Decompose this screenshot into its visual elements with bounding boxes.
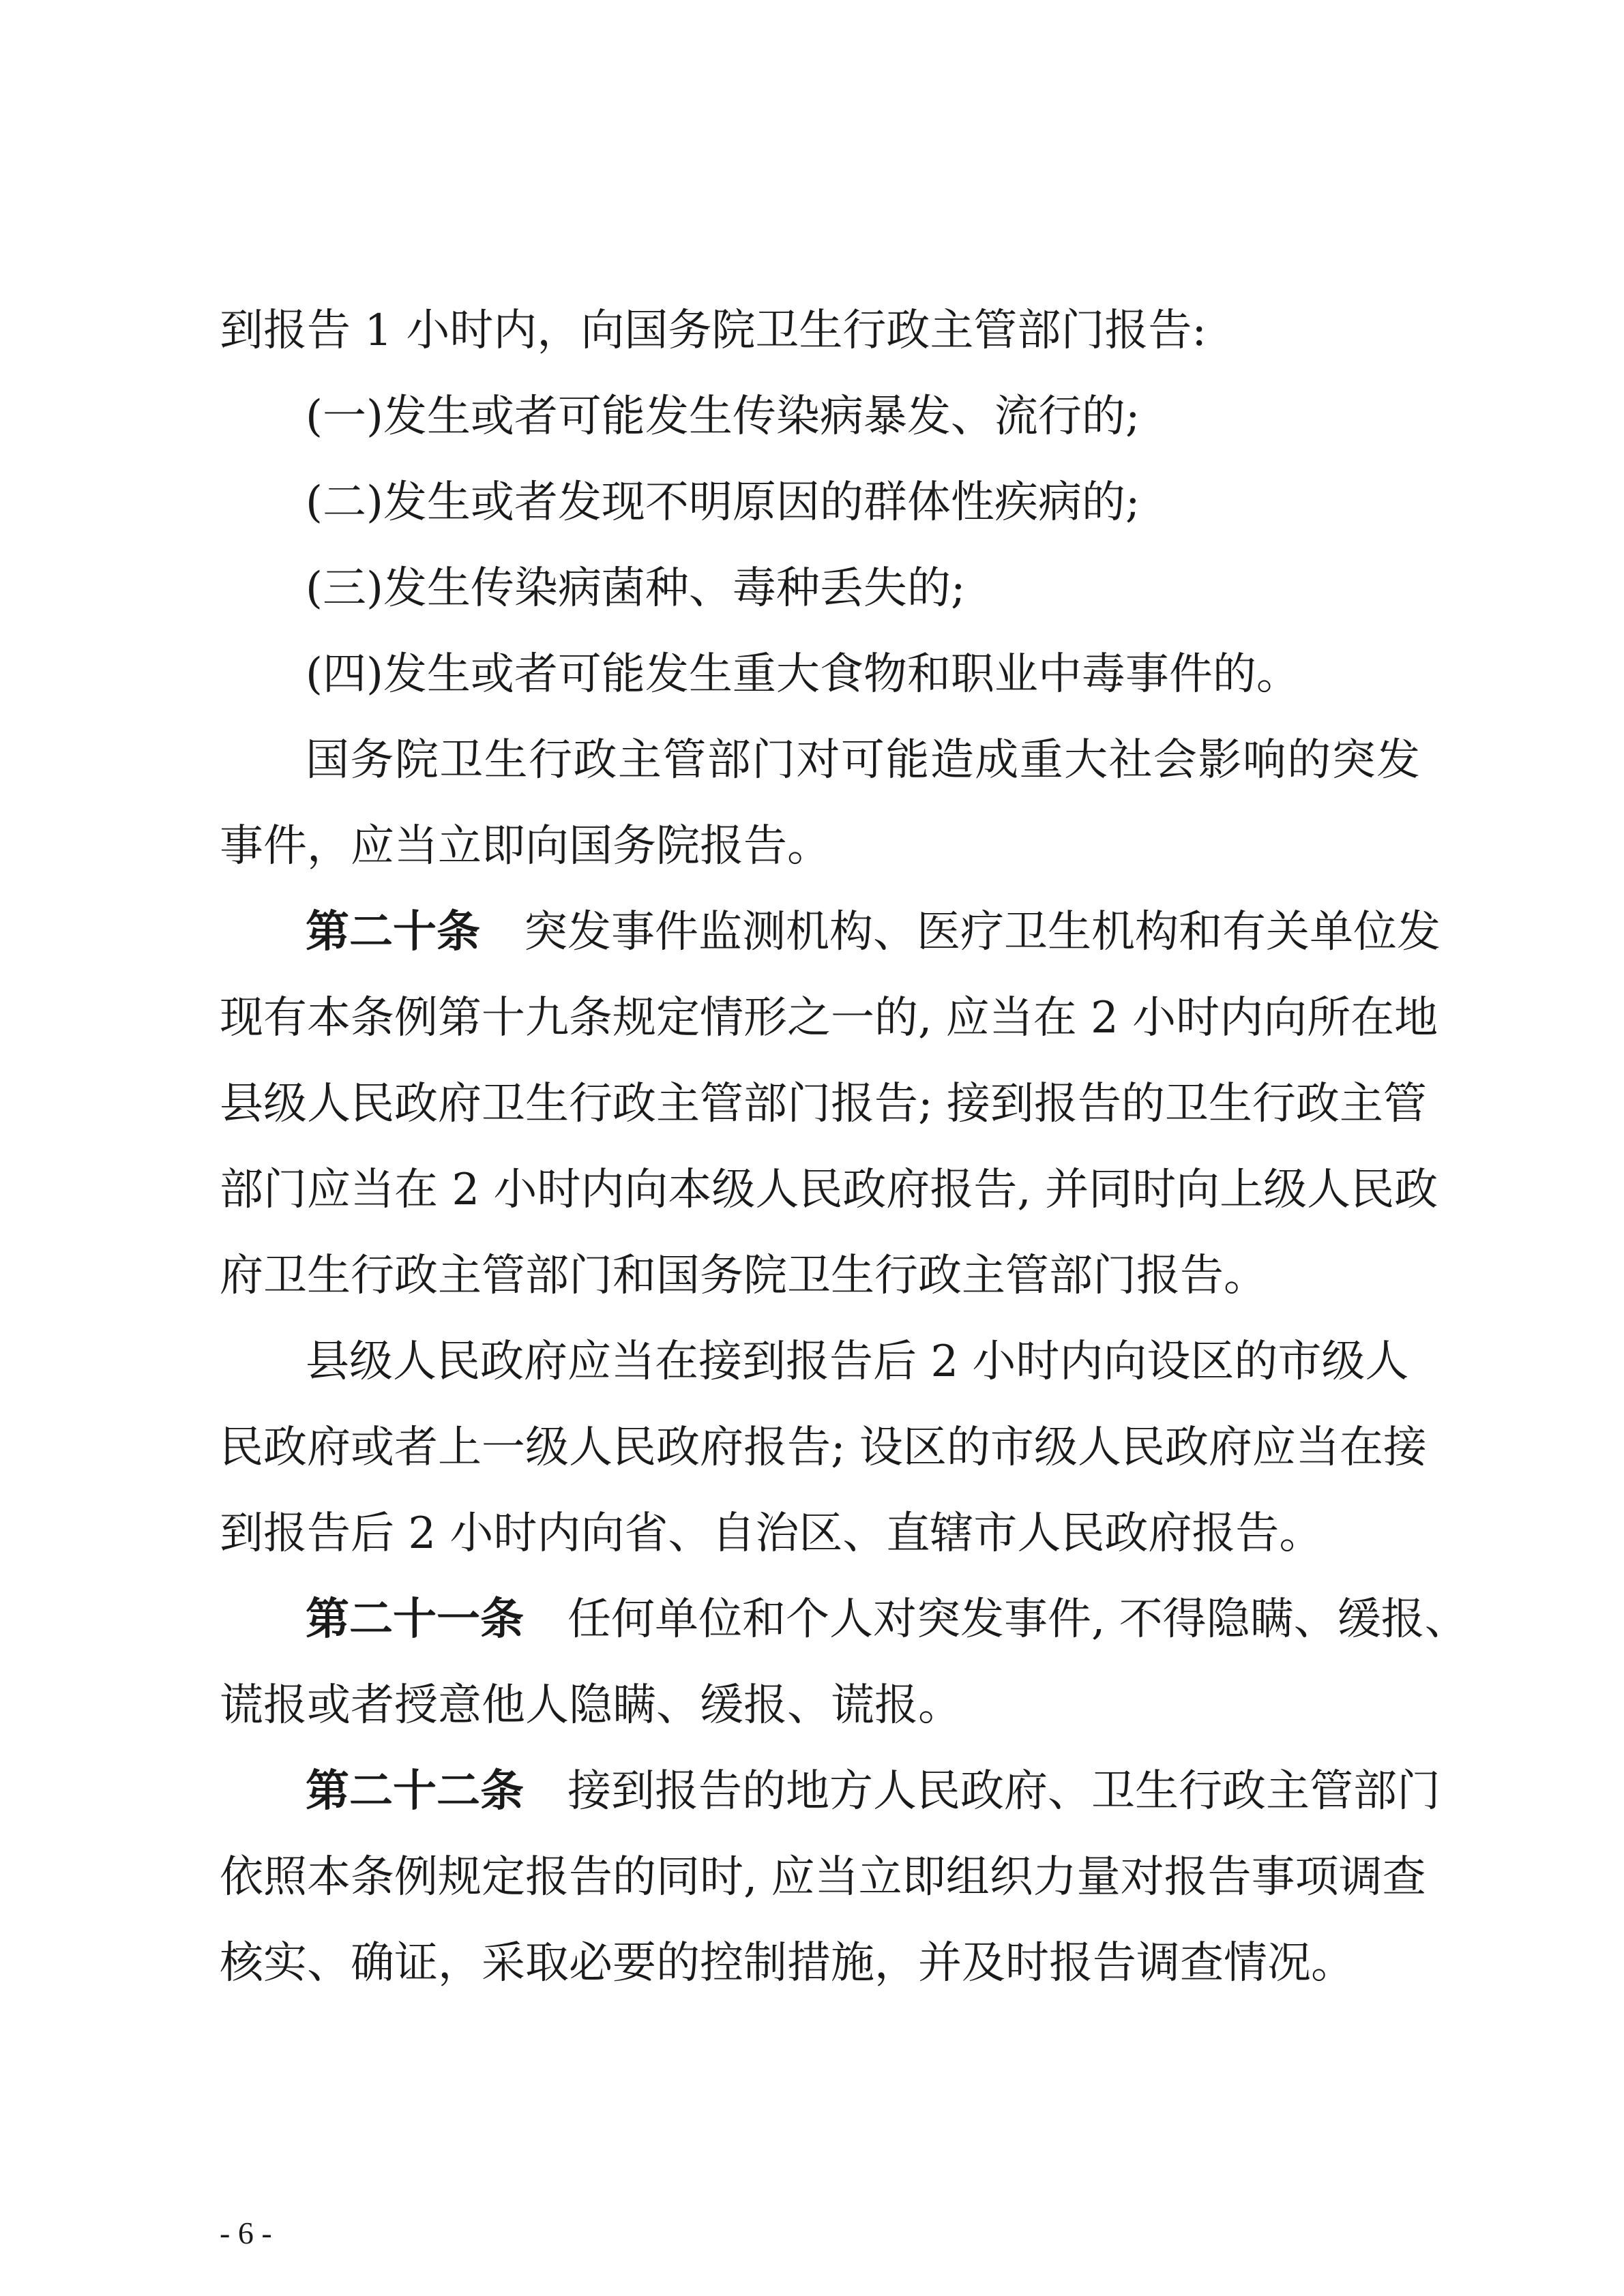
paragraph-line: [220, 1850, 1426, 1905]
article-line: [306, 1592, 1468, 1647]
line-text: 依照本条例规定报告的同时, 应当立即组织力量对报告事项调查: [220, 1852, 1426, 1903]
line-text: 府卫生行政主管部门和国务院卫生行政主管部门报告。: [220, 1251, 1267, 1301]
line-text: 国务院卫生行政主管部门对可能造成重大社会影响的突发: [306, 735, 1420, 786]
page-number: - 6 -: [220, 2216, 272, 2250]
paragraph-line: [220, 1163, 1438, 1217]
line-text: 部门应当在 2 小时内向本级人民政府报告, 并同时向上级人民政: [220, 1165, 1438, 1215]
line-text: 突发事件监测机构、医疗卫生机构和有关单位发: [524, 907, 1441, 957]
line-text: 谎报或者授意他人隐瞒、缓报、谎报。: [220, 1680, 962, 1731]
line-text: (三)发生传染病菌种、毒种丢失的;: [306, 563, 966, 614]
list-item: [306, 475, 1420, 530]
line-text: 现有本条例第十九条规定情形之一的, 应当在 2 小时内向所在地: [220, 993, 1438, 1043]
list-item: [306, 561, 1420, 616]
article-line: [306, 905, 1441, 959]
paragraph-line: [220, 1506, 1420, 1561]
paragraph-line: [220, 1678, 1420, 1733]
line-text: 核实、确证，采取必要的控制措施，并及时报告调查情况。: [220, 1938, 1355, 1988]
line-text: 到报告后 2 小时内向省、自治区、直辖市人民政府报告。: [220, 1508, 1323, 1559]
article-heading: 第二十条: [306, 907, 480, 957]
paragraph-line: [220, 1249, 1420, 1303]
paragraph-line: [306, 733, 1420, 788]
line-text: 民政府或者上一级人民政府报告; 设区的市级人民政府应当在接: [220, 1422, 1427, 1473]
paragraph-line: [220, 991, 1438, 1045]
line-text: 事件，应当立即向国务院报告。: [220, 821, 831, 871]
article-heading: 第二十二条: [306, 1766, 524, 1817]
paragraph-line: [220, 819, 1420, 874]
line-text: (一)发生或者可能发生传染病暴发、流行的;: [306, 391, 1140, 442]
paragraph-line: [220, 1936, 1420, 1991]
list-item: [306, 389, 1420, 444]
paragraph-line: [220, 1420, 1427, 1475]
line-text: 接到报告的地方人民政府、卫生行政主管部门: [567, 1766, 1441, 1817]
article-line: [306, 1764, 1441, 1819]
paragraph-line: [220, 1077, 1427, 1131]
line-text: (四)发生或者可能发生重大食物和职业中毒事件的。: [306, 649, 1300, 700]
article-heading: 第二十一条: [306, 1594, 524, 1645]
line-text: 到报告 1 小时内，向国务院卫生行政主管部门报告:: [220, 305, 1207, 356]
line-text: 任何单位和个人对突发事件, 不得隐瞒、缓报、: [567, 1594, 1468, 1645]
line-text: (二)发生或者发现不明原因的群体性疾病的;: [306, 477, 1140, 528]
line-text: 县级人民政府卫生行政主管部门报告; 接到报告的卫生行政主管: [220, 1079, 1427, 1129]
text-line: [220, 303, 1420, 358]
list-item: [306, 647, 1420, 702]
paragraph-line: [306, 1335, 1420, 1389]
line-text: 县级人民政府应当在接到报告后 2 小时内向设区的市级人: [306, 1337, 1409, 1387]
